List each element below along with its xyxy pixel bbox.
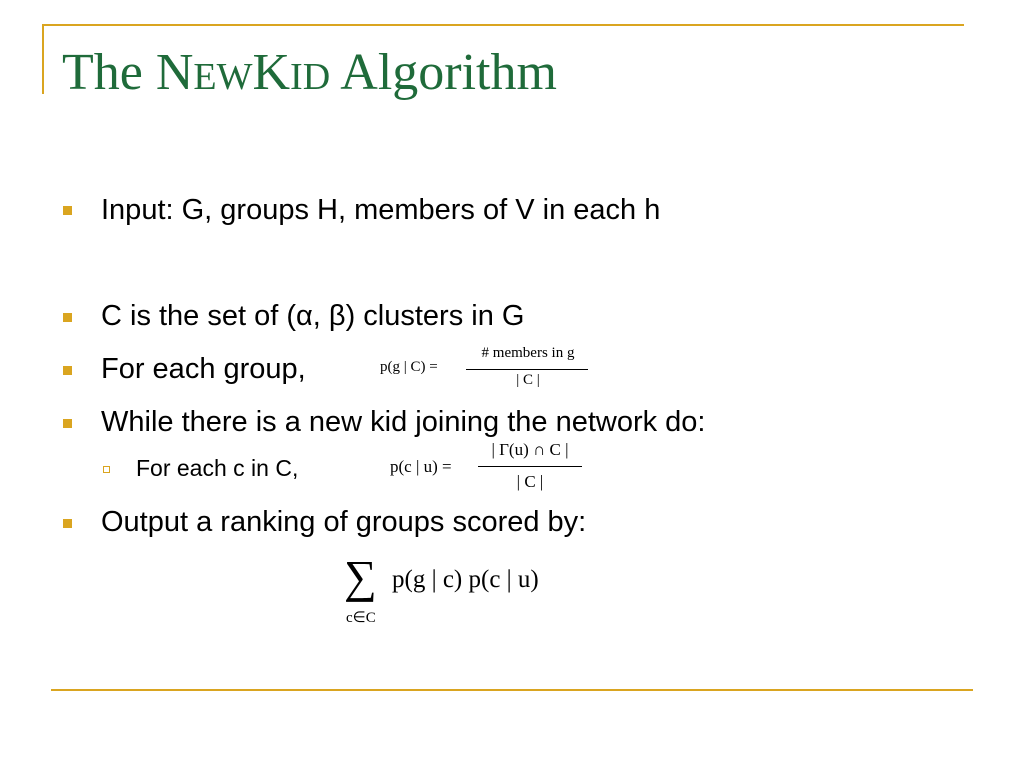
formula-cluster-denominator: | C | [516,472,544,491]
formula-cluster-numerator: | Γ(u) ∩ C | [491,440,569,459]
bullet-marker [63,313,72,322]
bullet-marker [63,366,72,375]
formula-cluster-fraction-bar [478,466,582,467]
bullet-marker [63,519,72,528]
bullet-marker [63,419,72,428]
formula-group-lhs: p(g | C) = [380,359,438,375]
bullet-while-new-kid: While there is a new kid joining the network do: [101,406,706,438]
title-ew: EW [193,56,253,98]
title-id: ID [290,56,331,98]
sub-bullet-for-each-c: For each c in C, [136,455,299,481]
formula-score-sum-sign: ∑ [344,551,377,602]
formula-cluster-lhs: p(c | u) = [390,457,452,476]
top-rule [42,24,964,26]
formula-score-body: p(g | c) p(c | u) [392,566,539,593]
formula-group-denominator: | C | [516,372,540,388]
formula-score-subscript: c∈C [346,610,376,626]
sub-bullet-marker [103,466,110,473]
left-rule [42,24,44,94]
title-prefix: The [62,44,156,101]
bullet-for-each-group: For each group, [101,353,306,385]
bottom-rule [51,689,973,691]
bullet-clusters: C is the set of (α, β) clusters in G [101,300,525,332]
formula-group-numerator: # members in g [481,345,575,361]
formula-group-fraction-bar [466,369,588,370]
bullet-input: Input: G, groups H, members of V in each h [101,194,661,226]
bullet-marker [63,206,72,215]
slide-title [62,38,557,112]
title-n: N [155,44,194,101]
title-suffix: Algorithm [330,44,557,101]
title-k: K [252,44,291,101]
bullet-output-ranking: Output a ranking of groups scored by: [101,506,587,538]
